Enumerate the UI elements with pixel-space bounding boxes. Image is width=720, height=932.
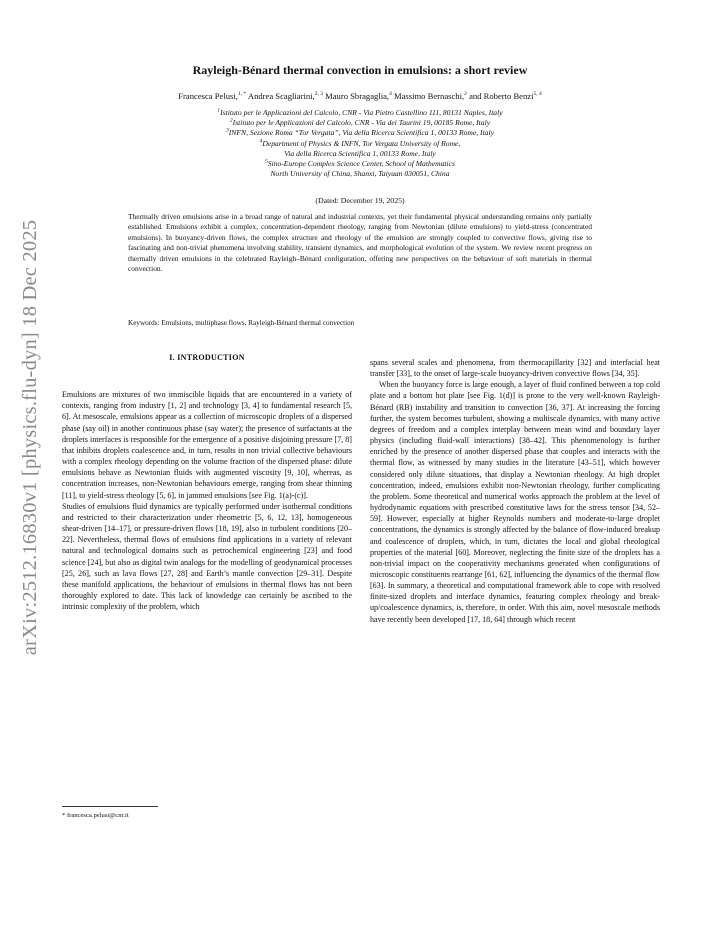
- affiliation: $^5$Sino-Europe Complex Science Center, School of Mathematics: [265, 158, 455, 169]
- paragraph: Studies of emulsions fluid dynamics are typically performed under isothermal conditions and restricted to their characterization under rheometric [5, 6, 12, 13], homogeneous shear-driven [14–17], or pressure-driven flows [18, 19], also in turbulent conditions [20–22]. Nevertheless, thermal flows of emulsions find applications in a variety of relevant natural and technological domains such as petrochemical engineering [23] and food science [24], but also as digital twin analogs for the modelling of geodynamical processes [25, 26], such as lava flows [27, 28] and Earth’s mantle convection [29–31]. Despite these manifold applications, the behaviour of emulsions in thermal flows has not been thoroughly explored to date. This lack of knowledge can certainly be ascribed to the intrinsic complexity of the problem, which: [62, 501, 352, 612]
- author: [248, 91, 323, 101]
- section-heading: I. INTRODUCTION: [169, 353, 245, 362]
- arxiv-identifier-text: arXiv:2512.16830v1 [physics.flu-dyn] 18 Dec 2025: [19, 219, 42, 655]
- author-affiliation-mark: 5, 4: [533, 91, 542, 98]
- affiliation: $^2$Istituto per le Applicazioni del Calcolo, CNR - Via dei Taurini 19, 00185 Rome, Italy: [229, 117, 491, 128]
- affiliation: $^4$Department of Physics & INFN, Tor Vergata University of Rome,: [259, 138, 461, 148]
- abstract: Thermally driven emulsions arise in a broad range of natural and industrial contexts, yet their fundamental physical understanding remains only partially established. Emulsions exhibit a complex, concentration-dependent rheology, ranging from Newtonian (dilute emulsions) to yield-stress (concentrated emulsions). In buoyancy-driven flows, the complex structure and rheology of the emulsion are strongly coupled to convective flows, giving rise to fascinating and non-trivial phenomena involving stability, transient dynamics, and morphological evolution of the system. We review recent progress on thermally driven emulsions in the celebrated Rayleigh–Bénard configuration, offering new perspectives on the behaviour of soft materials in thermal convection.: [128, 212, 592, 274]
- affiliation: Via della Ricerca Scientifica 1, 00133 Rome, Italy: [284, 148, 436, 158]
- affiliation-list: [80, 108, 640, 179]
- date-line: (Dated: December 19, 2025): [315, 196, 405, 205]
- author-name: and Roberto Benzi: [469, 91, 534, 101]
- paragraph: When the buoyancy force is large enough, a layer of fluid confined between a top cold plate and a bottom hot plate [see Fig. 1(d)] is prone to the very well-known Rayleigh-Bénard (RB) instability and transition to convection [36, 37]. At increasing the forcing further, the system becomes turbulent, showing a multiscale dynamics, with many active degrees of freedom and a complex interplay between mean wind and boundary layer physics (including fluid-wall interactions) [38–42]. This phenomenology is further enriched by the presence of another dispersed phase that couples and interacts with the thermal flow, as witnessed by many studies in the literature [43–51], which however considered only dilute situations, that display a Newtonian rheology. At high droplet concentration, indeed, emulsions exhibit non-Newtonian rheology, further complicating the problem. Some theoretical and numerical works approach the problem at the level of hydrodynamic equations with prescribed constitutive laws for the stress tensor [34, 52–59]. However, especially at higher Reynolds numbers and moderate-to-large droplet concentrations, the dynamics is strongly affected by the balance of flow-induced breakup and coalescence of droplets, which, in turn, dictates the local and global rheological properties of the material [60]. Moreover, neglecting the finite size of the droplets has a non-trivial impact on the cooperativity mechanisms generated when configurations of microscopic constituents rearrange [61, 62], influencing the dynamics of the thermal flow [63]. In summary, a theoretical and computational framework able to cope with resolved finite-sized droplets and interface dynamics, featuring complex rheology and break-up/coalescence dynamics, is, therefore, in order. With this aim, novel mesoscale methods have recently been developed [17, 18, 64] through which recent: [370, 380, 660, 624]
- author-affiliation-mark: 4: [389, 91, 392, 98]
- author-affiliation-mark: 2: [464, 91, 467, 98]
- author-list: [60, 91, 660, 101]
- footnote: * francesca.pelusi@cnr.it: [62, 812, 129, 819]
- author: [469, 91, 542, 101]
- paper-title: Rayleigh-Bénard thermal convection in emulsions: a short review: [192, 63, 528, 77]
- author-name: Andrea Scagliarini,: [247, 91, 315, 101]
- author: [178, 91, 246, 101]
- author-affiliation-mark: 1, *: [237, 91, 247, 98]
- left-column: [62, 352, 352, 612]
- author-name: Mauro Sbragaglia,: [325, 91, 390, 101]
- affiliation: $^1$Istituto per le Applicazioni del Calcolo, CNR - Via Pietro Castellino 111, 80131 Naples, Italy: [217, 107, 503, 117]
- affiliation: North University of China, Shanxi, Taiyuan 030051, China: [270, 169, 450, 179]
- author-name: Massimo Bernaschi,: [393, 91, 465, 101]
- affiliation: $^3$INFN, Sezione Roma “Tor Vergata”, Via della Ricerca Scientifica 1, 00133 Rome, Italy: [226, 127, 494, 138]
- author: [394, 91, 467, 101]
- author-name: Francesca Pelusi,: [178, 91, 238, 101]
- paragraph: spans several scales and phenomena, from thermocapillarity [32] and interfacial heat transfer [33], to the onset of large-scale buoyancy-driven convective flows [34, 35].: [370, 358, 660, 379]
- right-column: [370, 357, 660, 625]
- author: [325, 91, 392, 101]
- keywords: Keywords: Emulsions, multiphase flows, Rayleigh-Bénard thermal convection: [128, 319, 355, 327]
- author-affiliation-mark: 2, 3: [314, 91, 323, 98]
- footnote-divider: [62, 806, 158, 807]
- arxiv-identifier: [14, 212, 48, 662]
- paragraph: Emulsions are mixtures of two immiscible liquids that are encountered in a variety of contexts, ranging from industry [1, 2] and technology [3, 4] to fundamental research [5, 6]. At mesoscale, emulsions appear as a collection of microscopic droplets of a dispersed phase (say oil) in another continuous phase (say water); the presence of surfactants at the droplets interfaces is responsible for the emergence of a positive disjoining pressure [7, 8] that inhibits droplets coalescence and, in turn, results in non trivial collective behaviours with a complex rheology depending on the volume fraction of the dispersed phase: dilute emulsions behave as Newtonian fluids with augmented viscosity [9, 10], whereas, as concentration increases, non-Newtonian behaviours emerge, ranging from shear thinning [11], to yield-stress rheology [5, 6], in jammed emulsions [see Fig. 1(a)-(c)].: [62, 390, 352, 500]
